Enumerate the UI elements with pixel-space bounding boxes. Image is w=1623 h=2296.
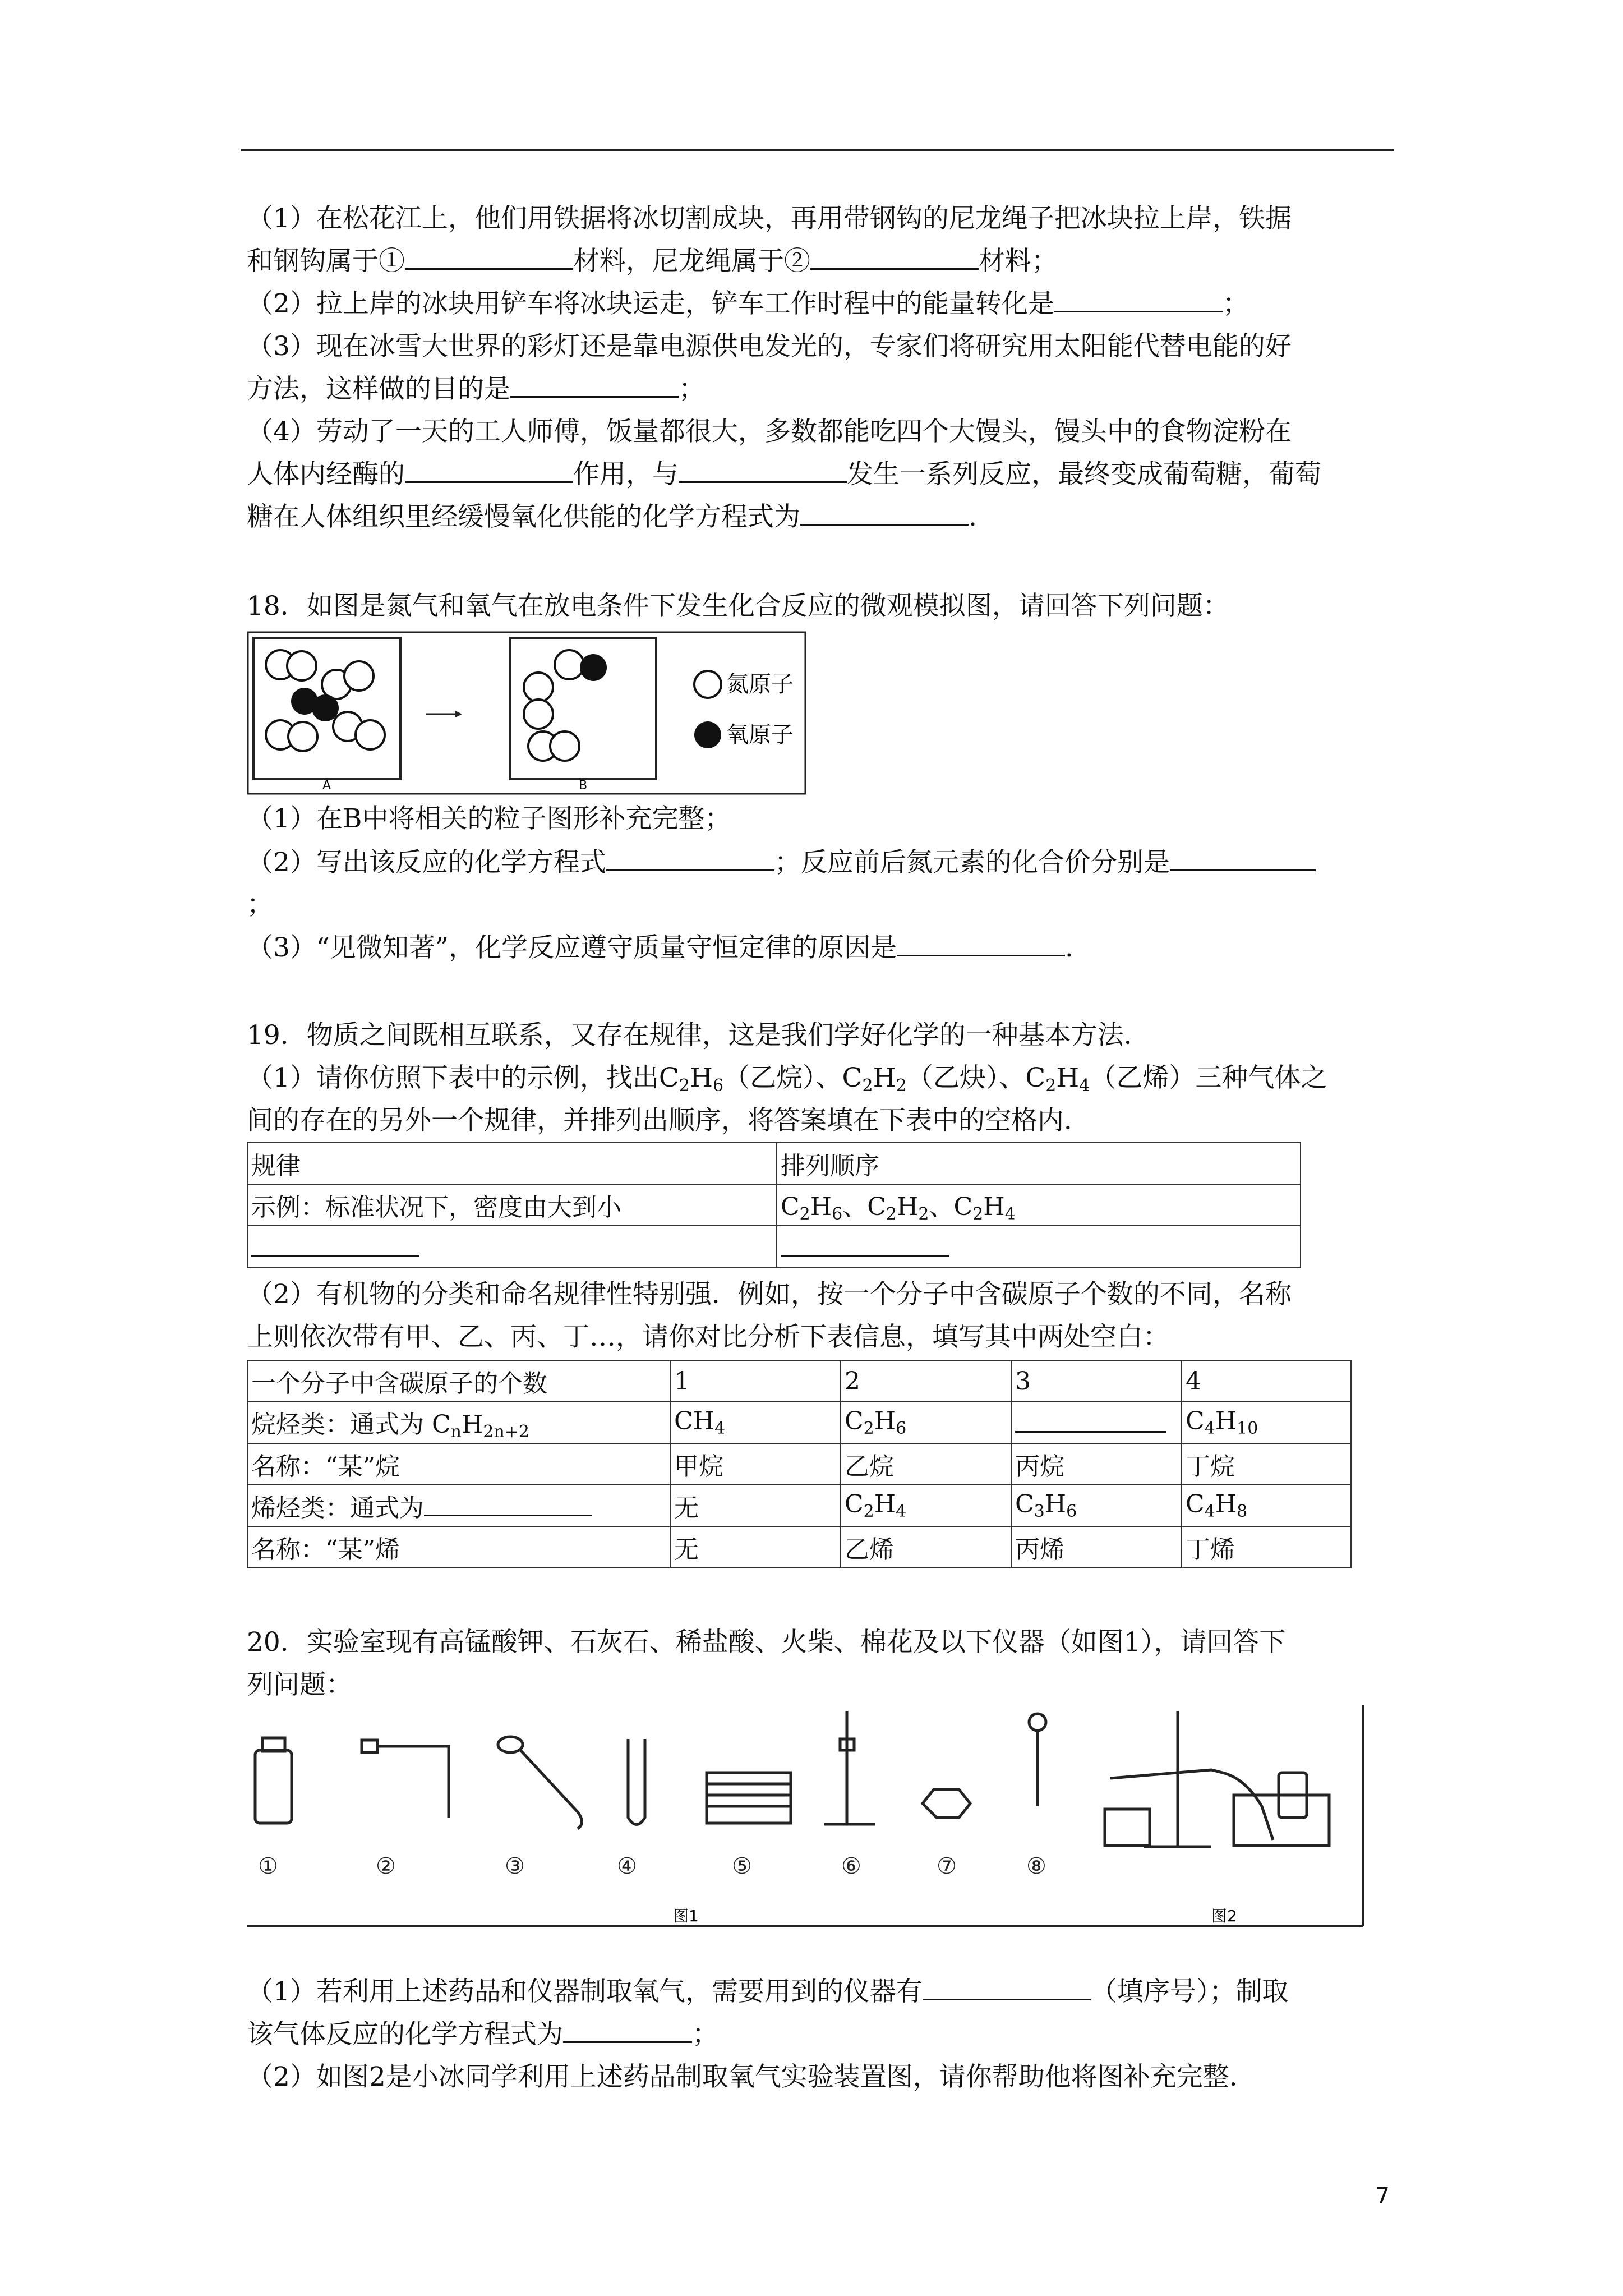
q17-line2: 和钢钩属于① 材料，尼龙绳属于② 材料； [247, 240, 1058, 283]
page-number: 7 [1375, 2183, 1390, 2209]
alkane-formula: 烷烃类：通式为 $C_nH_{2n+2}$ [247, 1402, 670, 1443]
q18-s2: （2）写出该反应的化学方程式 ；反应前后氮元素的化合价分别是 [247, 841, 1316, 884]
answer-blank[interactable] [606, 845, 774, 871]
answer-blank[interactable] [405, 243, 573, 270]
answer-blank[interactable] [923, 1974, 1091, 2000]
q19-p1b: 间的存在的另外一个规律，并排列出顺序，将答案填在下表中的空格内． [247, 1105, 1090, 1136]
q19-table2: 一个分子中含碳原子的个数 1 2 3 4 烷烃类：通式为 $C_nH_{2n+2}$ $CH_4$ $C_2H_6$ $C_4H_{10}$ 名称：“某”烷 甲烷 乙烷 丙烷 丁烷 烯烃类：通式为 无 $C_2H_4$ $C_3H_6$ $C_4H_8$ 名称：“某”烯 无 乙烯 丙烯 丁烯 [247, 1360, 1352, 1568]
svg-text:⑦: ⑦ [937, 1853, 957, 1879]
q19-title: 19．物质之间既相互联系，又存在规律，这是我们学好化学的一种基本方法． [247, 1020, 1150, 1051]
answer-blank[interactable] [679, 457, 847, 483]
answer-blank[interactable] [424, 1490, 592, 1516]
q18-s3: （3）“见微知著”，化学反应遵守质量守恒定律的原因是 . [247, 927, 1073, 969]
q17-line5: 方法，这样做的目的是 ； [247, 368, 705, 411]
example-order: $C_2H_6$、$C_2H_2$、$C_2H_4$ [777, 1184, 1301, 1226]
q18-s2-end: ； [247, 889, 273, 920]
q17-line3: （2）拉上岸的冰块用铲车将冰块运走，铲车工作时程中的能量转化是 ； [247, 283, 1249, 325]
q19-p1a: （1）请你仿照下表中的示例，找出$C_2H_6$（乙烷）、$C_2H_2$（乙炔）、$C_2H_4$（乙烯）三种气体之 [247, 1062, 1327, 1096]
svg-text:B: B [579, 779, 588, 793]
svg-text:氮原子: 氮原子 [726, 671, 794, 697]
answer-blank[interactable] [781, 1230, 949, 1257]
q20-apparatus-figure [247, 1705, 1368, 1927]
q17-line6: （4）劳动了一天的工人师傅，饭量都很大，多数都能吃四个大馒头，馒头中的食物淀粉在 [247, 416, 1292, 447]
svg-text:④: ④ [617, 1853, 637, 1879]
q20-s1: （1）若利用上述药品和仪器制取氧气，需要用到的仪器有 （填序号）；制取 [247, 1971, 1288, 2013]
answer-blank[interactable] [1015, 1406, 1166, 1433]
q19-table1: 规律 排列顺序 示例：标准状况下，密度由大到小 $C_2H_6$、$C_2H_2$、$C_2H_4$ [247, 1142, 1301, 1268]
q20-s2: （2）如图2是小冰同学利用上述药品制取氧气实验装置图，请你帮助他将图补充完整． [247, 2062, 1256, 2092]
answer-blank[interactable] [563, 2017, 692, 2043]
answer-blank[interactable] [897, 930, 1065, 956]
q18-title: 18．如图是氮气和氧气在放电条件下发生化合反应的微观模拟图，请回答下列问题： [247, 591, 1229, 622]
q20-s1-cont: 该气体反应的化学方程式为 ； [247, 2013, 718, 2056]
answer-blank[interactable] [1170, 845, 1316, 871]
answer-blank[interactable] [251, 1230, 419, 1257]
answer-blank[interactable] [405, 457, 573, 483]
q19-p2b: 上则依次带有甲、乙、丙、丁…，请你对比分析下表信息，填写其中两处空白： [247, 1322, 1169, 1352]
svg-text:⑧: ⑧ [1026, 1853, 1046, 1879]
q20-title2: 列问题： [247, 1669, 352, 1700]
answer-blank[interactable] [810, 243, 979, 270]
answer-blank[interactable] [510, 371, 679, 398]
svg-text:图1: 图1 [673, 1907, 699, 1925]
q19-p2a: （2）有机物的分类和命名规律性特别强．例如，按一个分子中含碳原子个数的不同，名称 [247, 1279, 1292, 1310]
svg-text:②: ② [376, 1853, 396, 1879]
svg-text:图2: 图2 [1211, 1907, 1237, 1925]
svg-text:③: ③ [505, 1853, 525, 1879]
answer-blank[interactable] [800, 499, 969, 526]
svg-text:氧原子: 氧原子 [726, 722, 794, 748]
header-rule [241, 149, 1394, 151]
q18-s1: （1）在B中将相关的粒子图形补充完整； [247, 803, 731, 834]
svg-text:⑥: ⑥ [841, 1853, 861, 1879]
svg-text:⑤: ⑤ [732, 1853, 752, 1879]
q17-line8: 糖在人体组织里经缓慢氧化供能的化学方程式为 . [247, 496, 977, 539]
q17-line7: 人体内经酶的 作用，与 发生一系列反应，最终变成葡萄糖，葡萄 [247, 453, 1321, 496]
svg-text:A: A [322, 779, 331, 793]
q18-diagram [247, 631, 808, 797]
q20-title1: 20．实验室现有高锰酸钾、石灰石、稀盐酸、火柴、棉花及以下仪器（如图1），请回答下 [247, 1627, 1286, 1658]
q17-line1: （1）在松花江上，他们用铁据将冰切割成块，再用带钢钩的尼龙绳子把冰块拉上岸，铁据 [247, 203, 1292, 234]
svg-text:①: ① [258, 1853, 278, 1879]
answer-blank[interactable] [1054, 286, 1223, 312]
q17-line4: （3）现在冰雪大世界的彩灯还是靠电源供电发光的，专家们将研究用太阳能代替电能的好 [247, 331, 1292, 362]
